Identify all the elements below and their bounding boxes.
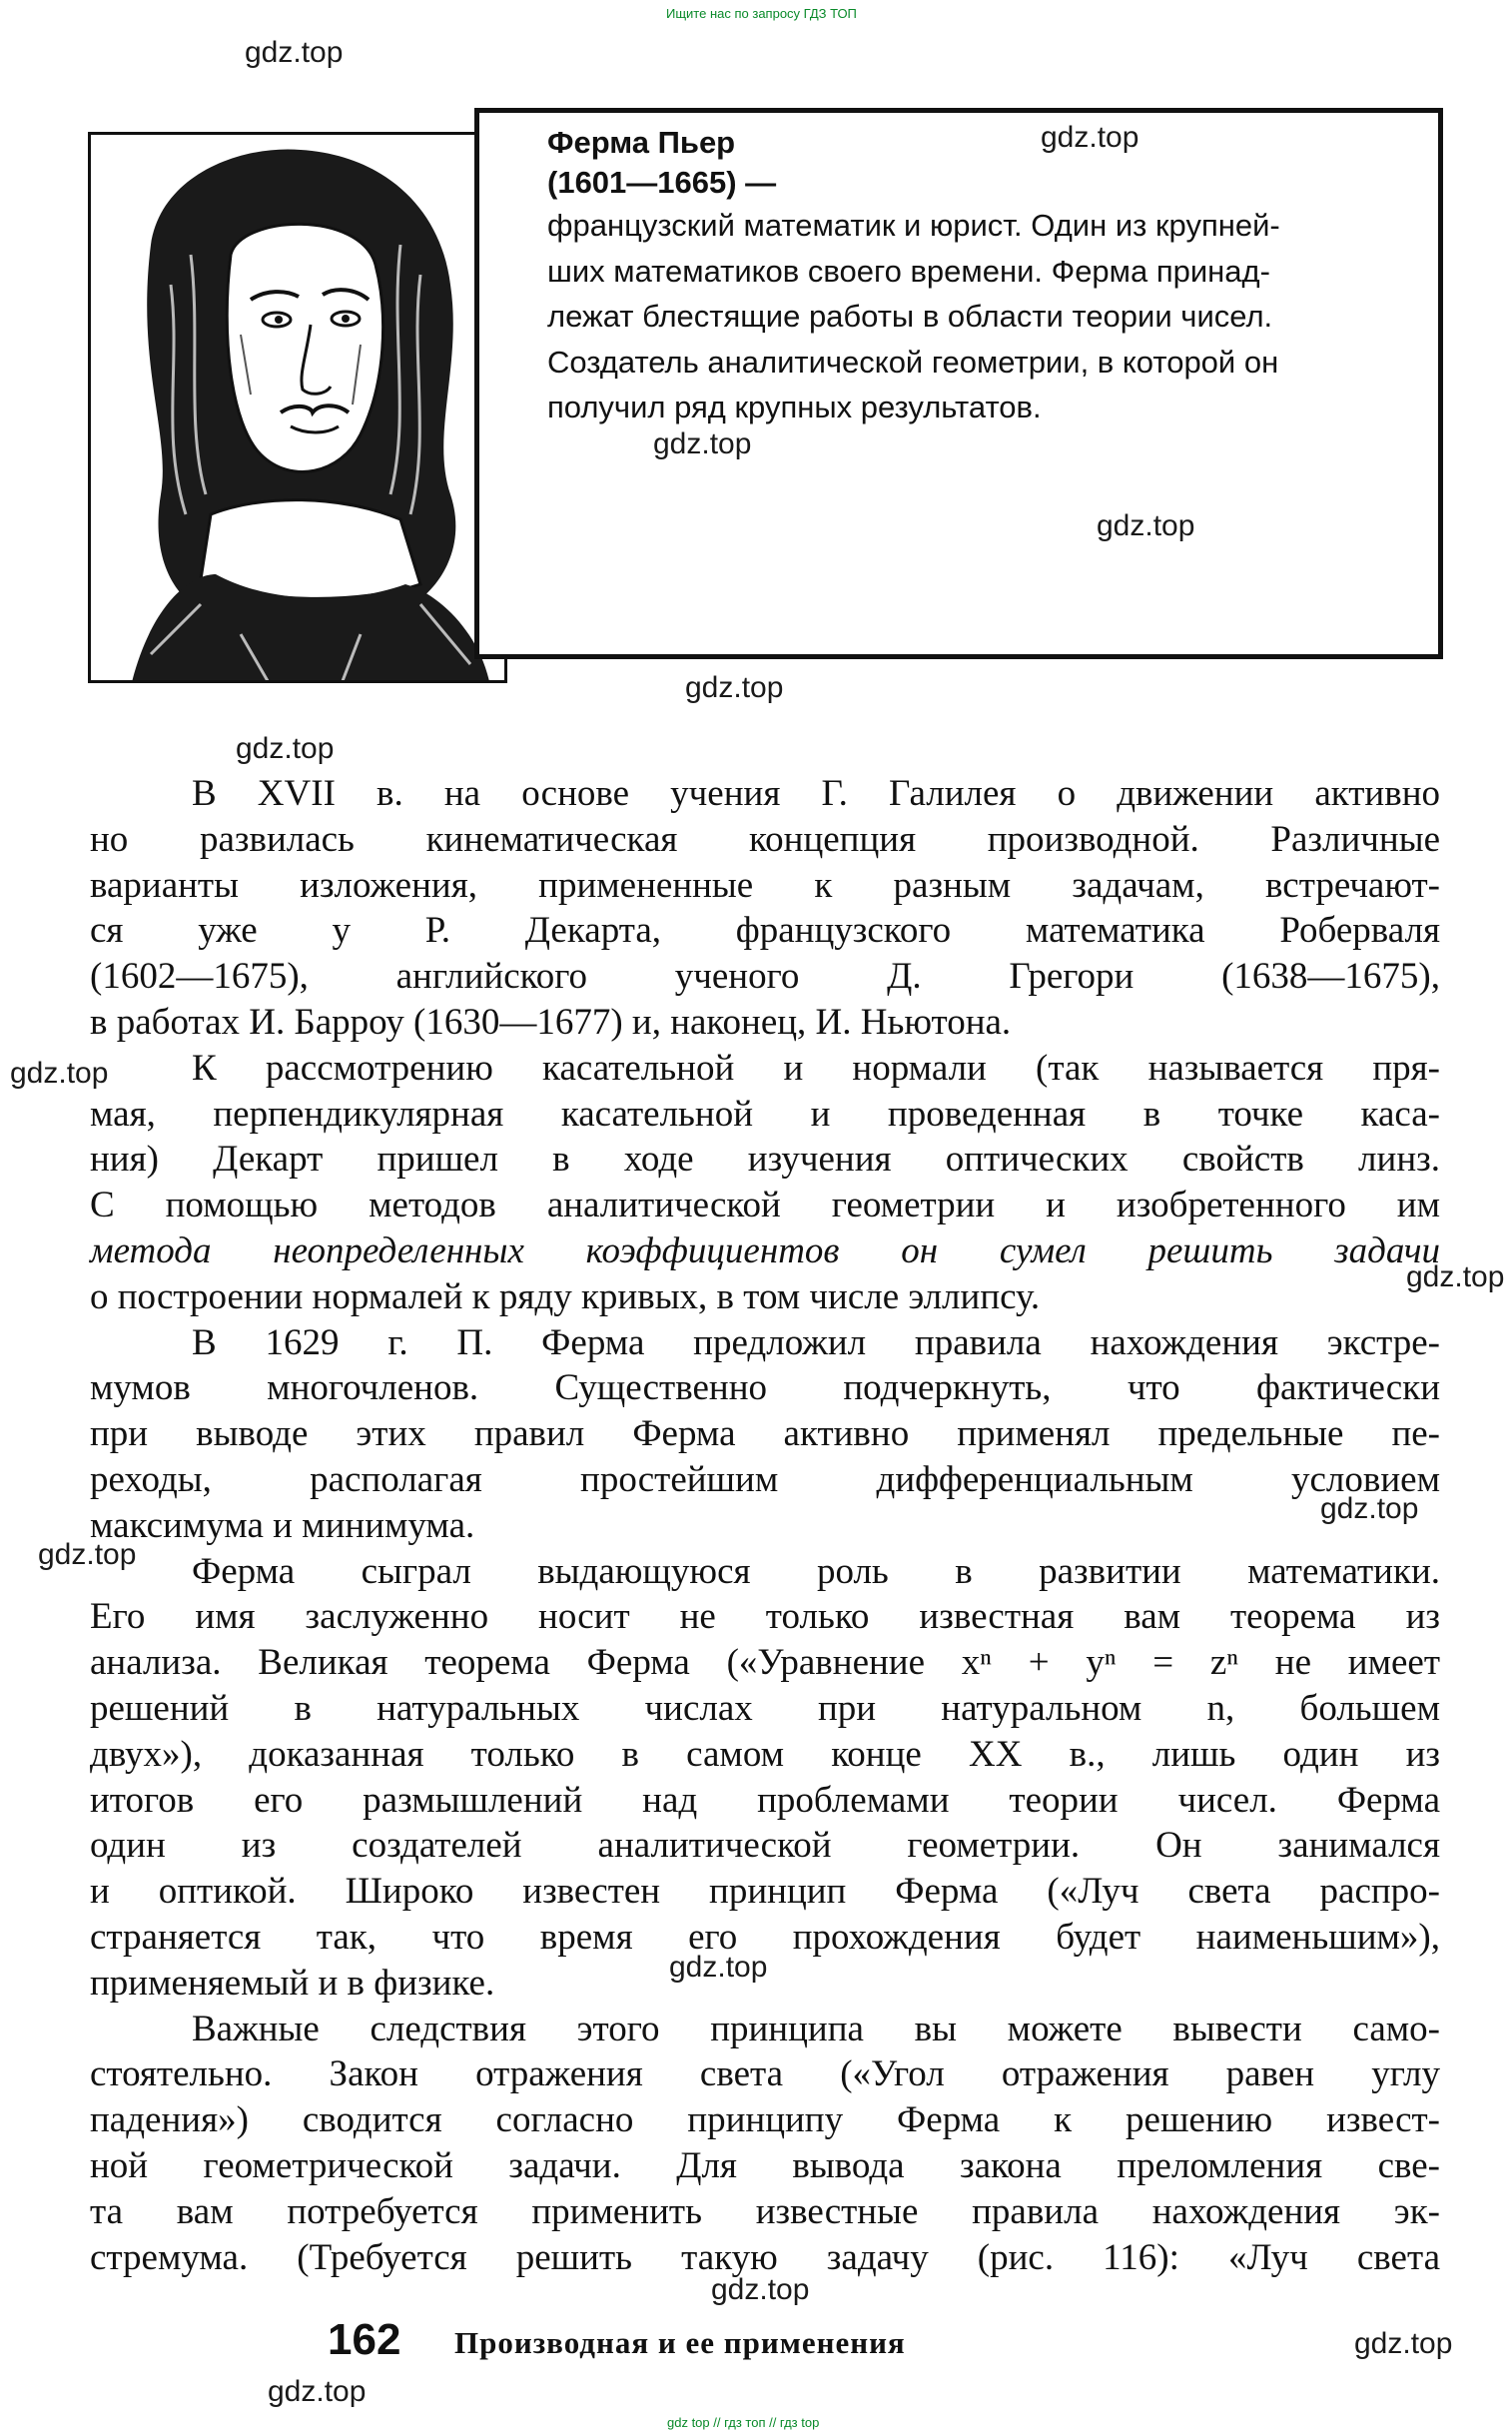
page-number: 162: [328, 2315, 401, 2364]
watermark: gdz.top: [1406, 1260, 1505, 1293]
watermark: gdz.top: [685, 671, 784, 704]
text-line: при выводе этих правил Ферма активно применял предельные пе-: [90, 1413, 1440, 1455]
text-line: Его имя заслуженно носит не только известная вам теорема из: [90, 1596, 1440, 1638]
fermat-portrait-drawing: [91, 135, 507, 683]
text-line: варианты изложения, примененные к разным задачам, встречают-: [90, 864, 1440, 906]
text-line: мая, перпендикулярная касательной и проведенная в точке каса-: [90, 1093, 1440, 1135]
watermark: gdz.top: [669, 1951, 768, 1984]
text-line: стоятельно. Закон отражения света («Угол отражения равен углу: [90, 2053, 1440, 2095]
text-line: страняется так, что время его прохождения будет наименьшим»),: [90, 1916, 1440, 1958]
watermark: gdz.top: [245, 36, 344, 69]
watermark: gdz.top: [1354, 2327, 1453, 2360]
text-line: о построении нормалей к ряду кривых, в том числе эллипсу.: [90, 1275, 1041, 1317]
watermark: gdz.top: [1320, 1492, 1419, 1525]
text-line: в работах И. Барроу (1630—1677) и, наконец, И. Ньютона.: [90, 1001, 1012, 1043]
watermark: gdz.top: [10, 1057, 109, 1090]
text-line: С помощью методов аналитической геометрии и изобретенного им: [90, 1185, 1440, 1226]
text-line: но развилась кинематическая концепция производной. Различные: [90, 818, 1440, 860]
bottom-note: gdz top // гдз топ // гдз top: [667, 2415, 820, 2430]
watermark: gdz.top: [711, 2273, 810, 2306]
watermark: gdz.top: [1041, 121, 1139, 154]
text-line: Важные следствия этого принципа вы можете вывести само-: [192, 2008, 1440, 2049]
text-line: один из создателей аналитической геометрии. Он занимался: [90, 1825, 1440, 1867]
text-line: В 1629 г. П. Ферма предложил правила нахождения экстре-: [192, 1321, 1440, 1363]
watermark: gdz.top: [1097, 509, 1195, 542]
main-text: [90, 771, 1440, 2280]
bio-line: получил ряд крупных результатов.: [547, 390, 1042, 424]
text-line: метода неопределенных коэффициентов он сумел решить задачи: [90, 1229, 1440, 1271]
text-line: мумов многочленов. Существенно подчеркнуть, что фактически: [90, 1367, 1440, 1409]
bio-line: ших математиков своего времени. Ферма принад-: [547, 253, 1270, 289]
bio-line: Создатель аналитической геометрии, в которой он: [547, 344, 1279, 380]
portrait-image: [88, 132, 507, 683]
running-footer-title: Производная и ее применения: [454, 2325, 906, 2360]
text-line: (1602—1675), английского ученого Д. Грегори (1638—1675),: [90, 956, 1440, 998]
text-line: двух»), доказанная только в самом конце XX в., лишь один из: [90, 1733, 1440, 1775]
bio-years: (1601—1665) —: [547, 165, 777, 200]
text-line: К рассмотрению касательной и нормали (так называется пря-: [192, 1047, 1440, 1089]
bio-line: французский математик и юрист. Один из крупней-: [547, 208, 1280, 243]
text-line: ния) Декарт пришел в ходе изучения оптических свойств линз.: [90, 1139, 1440, 1181]
text-line: и оптикой. Широко известен принцип Ферма («Луч света распро-: [90, 1871, 1440, 1913]
watermark: gdz.top: [38, 1538, 137, 1571]
text-line: ся уже у Р. Декарта, французского математика Роберваля: [90, 910, 1440, 952]
top-note: Ищите нас по запросу ГДЗ ТОП: [666, 6, 857, 21]
watermark: gdz.top: [236, 732, 335, 765]
text-line: применяемый и в физике.: [90, 1962, 495, 2004]
watermark: gdz.top: [653, 427, 752, 460]
text-line: та вам потребуется применить известные правила нахождения эк-: [90, 2190, 1440, 2232]
text-line: итогов его размышлений над проблемами теории чисел. Ферма: [90, 1779, 1440, 1821]
biography-box: [474, 108, 1443, 659]
bio-name: Ферма Пьер: [547, 125, 736, 160]
bio-text: [547, 203, 1426, 430]
text-line: максимума и минимума.: [90, 1504, 475, 1546]
text-line: падения») сводится согласно принципу Ферма к решению извест-: [90, 2099, 1440, 2141]
text-line: решений в натуральных числах при натуральном n, большем: [90, 1687, 1440, 1729]
text-line: реходы, располагая простейшим дифференциальным условием: [90, 1458, 1440, 1500]
bio-line: лежат блестящие работы в области теории чисел.: [547, 299, 1273, 334]
watermark: gdz.top: [268, 2375, 367, 2408]
text-line: Ферма сыграл выдающуюся роль в развитии математики.: [192, 1550, 1440, 1592]
text-line: В XVII в. на основе учения Г. Галилея о движении активно: [192, 773, 1440, 814]
text-line: анализа. Великая теорема Ферма («Уравнение xⁿ + yⁿ = zⁿ не имеет: [90, 1642, 1440, 1684]
text-line: ной геометрической задачи. Для вывода закона преломления све-: [90, 2144, 1440, 2186]
text-line: стремума. (Требуется решить такую задачу (рис. 116): «Луч света: [90, 2236, 1440, 2278]
